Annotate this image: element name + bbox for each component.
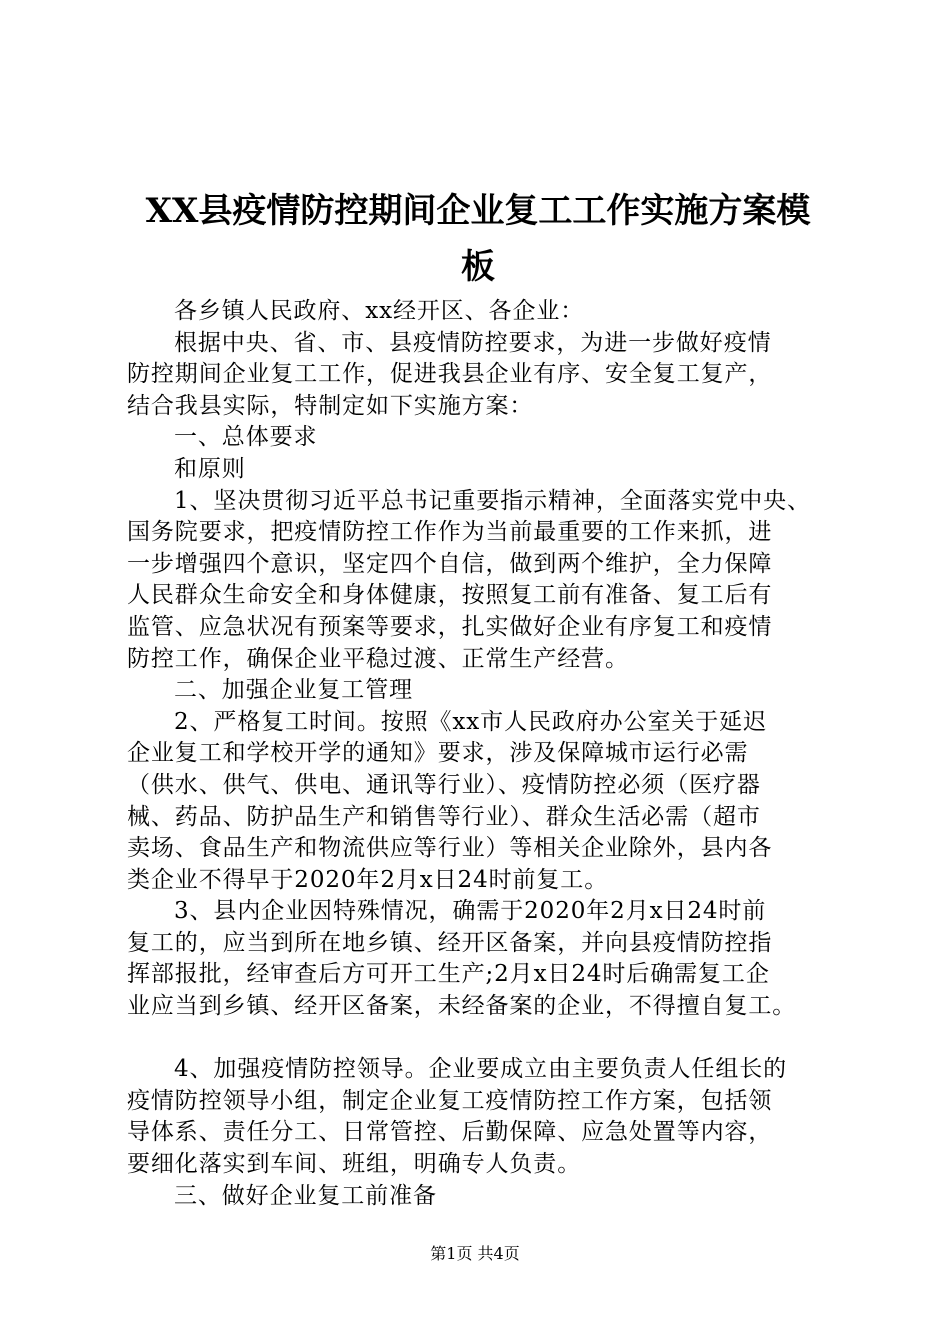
paragraph-line: 人民群众生命安全和身体健康，按照复工前有准备、复工后有 [127,582,773,609]
paragraph-line: 业应当到乡镇、经开区备案，未经备案的企业，不得擅自复工。 [127,993,797,1020]
paragraph-line: （供水、供气、供电、通讯等行业）、疫情防控必须（医疗器 [127,771,761,798]
paragraph-line: 国务院要求，把疫情防控工作作为当前最重要的工作来抓，进 [127,519,773,546]
paragraph-line: 三、做好企业复工前准备 [174,1182,437,1209]
paragraph-line: 4、加强疫情防控领导。企业要成立由主要负责人任组长的 [174,1056,788,1083]
paragraph-line: 一步增强四个意识，坚定四个自信，做到两个维护，全力保障 [127,550,773,577]
paragraph-line: 监管、应急状况有预案等要求，扎实做好企业有序复工和疫情 [127,613,773,640]
paragraph-line: 卖场、食品生产和物流供应等行业）等相关企业除外，县内各 [127,835,773,862]
paragraph-line: 防控期间企业复工工作，促进我县企业有序、安全复工复产， [127,361,773,388]
paragraph-line: 一、总体要求 [174,424,318,451]
paragraph-line: 要细化落实到车间、班组，明确专人负责。 [127,1151,582,1178]
paragraph-line: 和原则 [174,455,246,482]
document-title-line-2: 板 [461,247,495,287]
page-footer: 第1页 共4页 [430,1244,520,1263]
paragraph-line: 挥部报批，经审查后方可开工生产;2月x日24时后确需复工企 [127,961,770,988]
paragraph-line: 导体系、责任分工、日常管控、后勤保障、应急处置等内容， [127,1119,773,1146]
paragraph-line: 企业复工和学校开学的通知》要求，涉及保障城市运行必需 [127,740,749,767]
paragraph-line: 复工的，应当到所在地乡镇、经开区备案，并向县疫情防控指 [127,929,773,956]
paragraph-line: 各乡镇人民政府、xx经开区、各企业： [174,298,585,324]
paragraph-line: 械、药品、防护品生产和销售等行业）、群众生活必需（超市 [127,803,761,830]
paragraph-line: 3、县内企业因特殊情况，确需于2020年2月x日24时前 [174,898,767,925]
document-body [127,296,827,1212]
paragraph-line: 二、加强企业复工管理 [174,677,413,704]
paragraph-line: 1、坚决贯彻习近平总书记重要指示精神，全面落实党中央、 [174,487,811,514]
paragraph-line: 2、严格复工时间。按照《xx市人民政府办公室关于延迟 [174,708,767,735]
blank-line [127,1023,827,1055]
paragraph-line: 类企业不得早于2020年2月x日24时前复工。 [127,866,609,893]
paragraph-line: 疫情防控领导小组，制定企业复工疫情防控工作方案，包括领 [127,1087,773,1114]
paragraph-line: 结合我县实际，特制定如下实施方案： [127,392,534,419]
paragraph-line: 根据中央、省、市、县疫情防控要求，为进一步做好疫情 [174,329,772,356]
paragraph-line: 防控工作，确保企业平稳过渡、正常生产经营。 [127,645,629,672]
document-title-line-1: XX县疫情防控期间企业复工工作实施方案模 [145,191,811,231]
